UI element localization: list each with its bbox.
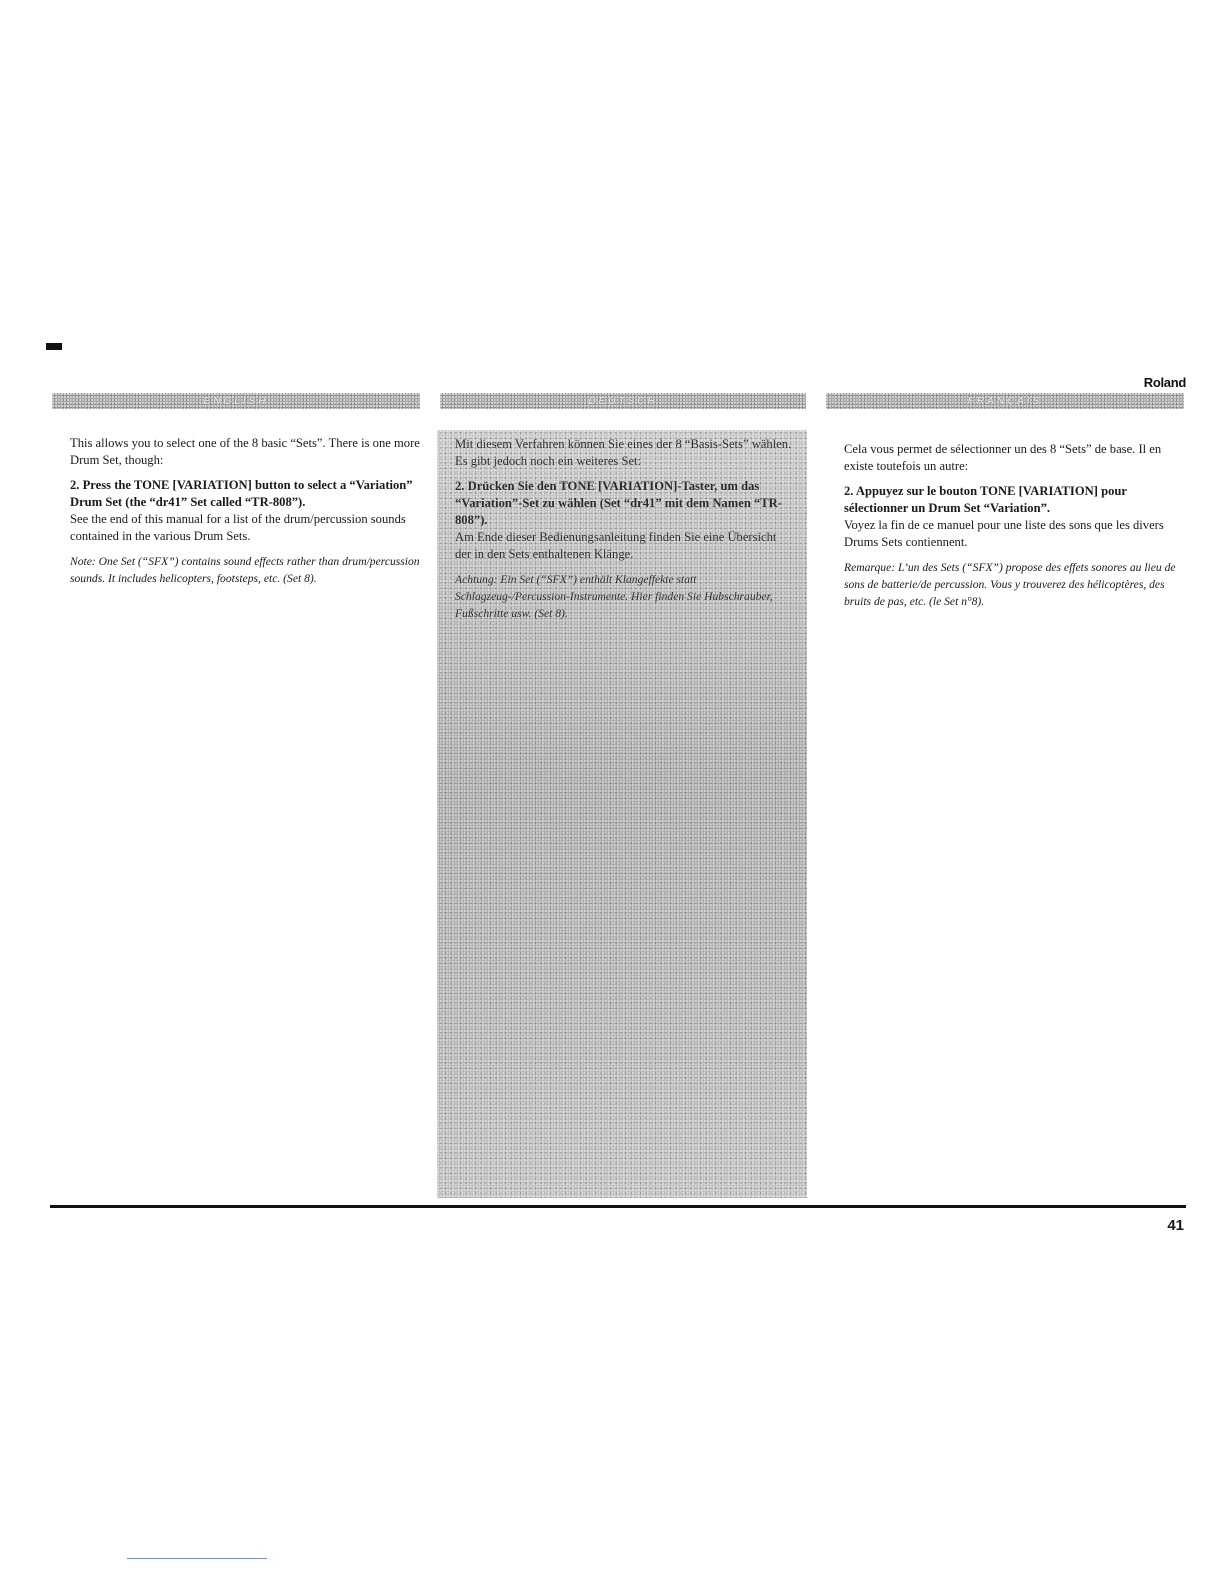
- column-deutsch: [455, 436, 795, 630]
- intro-paragraph: This allows you to select one of the 8 basic “Sets”. There is one more Drum Set, though:: [70, 436, 420, 467]
- note-paragraph: Remarque: L’un des Sets (“SFX”) propose des effets sonores au lieu de sons de batterie/de percussion. Vous y trouverez des hélicoptères, des bruits de pas, etc. (le Set n°8).: [844, 561, 1176, 608]
- step-instruction: 2. Drücken Sie den TONE [VARIATION]-Taster, um das “Variation”-Set zu wählen (Set “dr41” mit dem Namen “TR-808”).: [455, 479, 782, 527]
- step-paragraph: [844, 483, 1186, 551]
- step-instruction: 2. Press the TONE [VARIATION] button to select a “Variation” Drum Set (the “dr41” Set called “TR-808”).: [70, 478, 413, 509]
- see-reference: See the end of this manual for a list of the drum/percussion sounds contained in the various Drum Sets.: [70, 512, 406, 543]
- section-label-deutsch: DEUTSCH: [588, 395, 658, 407]
- section-label-english: ENGLISH: [203, 395, 269, 407]
- see-reference: Voyez la fin de ce manuel pour une liste des sons que les divers Drums Sets contiennent.: [844, 518, 1164, 549]
- see-reference: Am Ende dieser Bedienungsanleitung finden Sie eine Übersicht der in den Sets enthaltenen Klänge.: [455, 530, 777, 561]
- step-instruction: 2. Appuyez sur le bouton TONE [VARIATION] pour sélectionner un Drum Set “Variation”.: [844, 484, 1127, 515]
- step-paragraph: [70, 477, 420, 545]
- bottom-line: [127, 1558, 267, 1559]
- footer-rule: [50, 1205, 1186, 1208]
- column-english: [70, 435, 420, 595]
- page-number: 41: [1167, 1217, 1184, 1234]
- brand-logo: Roland: [1143, 375, 1186, 390]
- section-header-francais: [826, 393, 1184, 409]
- column-francais: [844, 441, 1186, 618]
- section-header-english: [52, 393, 420, 409]
- step-paragraph: [455, 478, 795, 563]
- section-label-francais: FRANÇAIS: [967, 395, 1043, 407]
- intro-paragraph: Mit diesem Verfahren können Sie eines der 8 “Basis-Sets” wählen. Es gibt jedoch noch ein weiteres Set:: [455, 437, 792, 468]
- note-paragraph: Achtung: Ein Set (“SFX”) enthält Klangeffekte statt Schlagzeug-/Percussion-Instrumente. Hier finden Sie Hubschrauber, Fußschritte usw. (Set 8).: [455, 573, 773, 620]
- intro-paragraph: Cela vous permet de sélectionner un des 8 “Sets” de base. Il en existe toutefois un autre:: [844, 442, 1162, 473]
- note-paragraph: Note: One Set (“SFX”) contains sound effects rather than drum/percussion sounds. It includes helicopters, footsteps, etc. (Set 8).: [70, 555, 420, 585]
- corner-mark: [46, 343, 62, 350]
- section-header-deutsch: [440, 393, 806, 409]
